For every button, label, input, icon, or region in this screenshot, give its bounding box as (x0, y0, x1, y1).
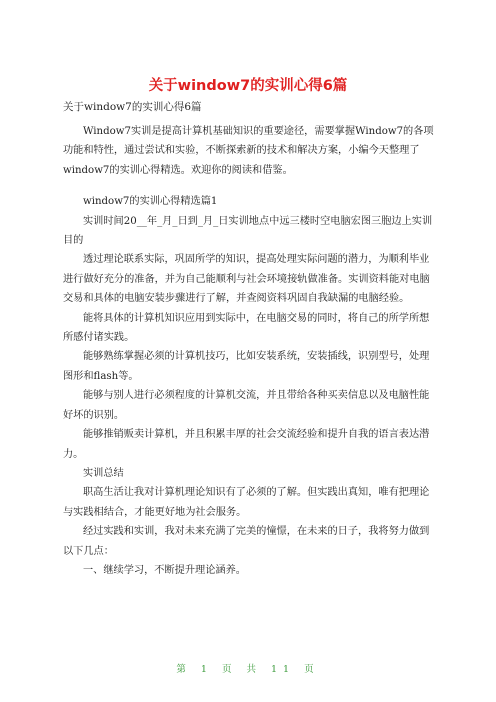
paragraph: 能将具体的计算机知识应用到实际中，在电脑交易的同时，将自己的所学所想所感付诸实践。 (63, 312, 430, 344)
paragraph: 能够熟练掌握必须的计算机技巧，比如安装系统，安装插线，识别型号，处理图形和flash等。 (63, 351, 430, 382)
paragraph: 经过实践和实训，我对未来充满了完美的憧憬，在未来的日子，我将努力做到以下几点： (63, 526, 430, 557)
section-heading: window7的实训心得精选篇1 (83, 196, 218, 208)
paragraph: 实训时间20__年_月_日到_月_日实训地点中远三楼时空电脑宏图三胞边上实训目的 (63, 215, 433, 247)
document-title: 关于window7的实训心得6篇 (148, 78, 348, 94)
paragraph: 能够与别人进行必须程度的计算机交流，并且带给各种买卖信息以及电脑性能好坏的识别。 (63, 390, 430, 421)
paragraph: 职高生活让我对计算机理论知识有了必须的了解。但实践出真知，唯有把理论与实践相结合，才能更好地为社会服务。 (63, 487, 430, 518)
page-number: 第 1 页 共 11 页 (176, 664, 320, 675)
paragraph: 一、继续学习，不断提升理论涵养。 (83, 564, 246, 576)
document-subtitle: 关于window7的实训心得6篇 (63, 101, 202, 113)
paragraph-intro: Window7实训是提高计算机基础知识的重要途径，需要掌握Window7的各项功能和特性，通过尝试和实验，不断探索新的技术和解决方案，小编今天整理了window7的实训心得精选。欢迎你的阅读和借鉴。 (63, 126, 434, 176)
paragraph: 透过理论联系实际，巩固所学的知识，提高处理实际问题的潜力，为顺利毕业进行做好充分的准备，并为自己能顺利与社会环境接轨做准备。实训资料能对电脑交易和具体的电脑安装步骤进行了解，并查阅资料巩固自我缺漏的电脑经验。 (63, 254, 430, 305)
paragraph: 能够推销贩卖计算机，并且积累丰厚的社会交流经验和提升自我的语言表达潜力。 (63, 429, 430, 460)
section-heading: 实训总结 (83, 467, 124, 479)
document-body (63, 118, 438, 580)
